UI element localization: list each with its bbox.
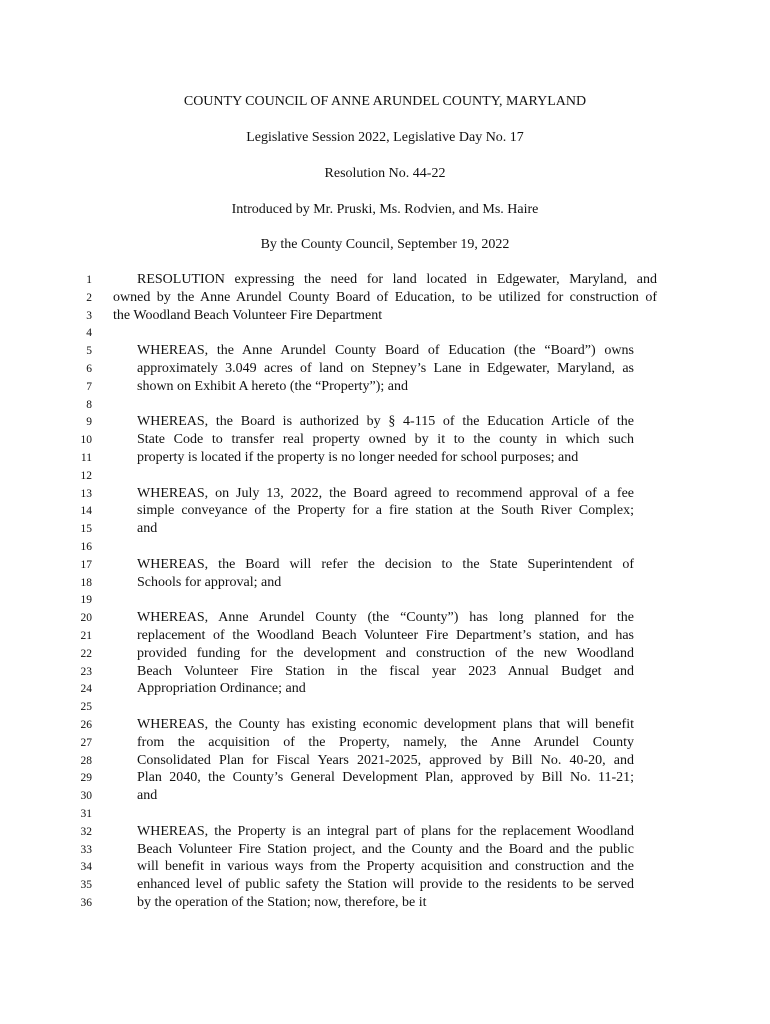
line-text: Beach Volunteer Fire Station in the fiscal year 2023 Annual Budget and	[137, 663, 634, 679]
line-number: 20	[80, 612, 92, 625]
line-text: Beach Volunteer Fire Station project, and the County and the Board and the public	[137, 841, 634, 857]
line-text: State Code to transfer real property owned by it to the county in which such	[137, 432, 634, 448]
line-number: 9	[86, 416, 92, 429]
line-text: replacement of the Woodland Beach Volunteer Fire Department’s station, and has	[137, 627, 634, 643]
text-line	[0, 556, 770, 574]
line-text: by the operation of the Station; now, therefore, be it	[137, 894, 427, 910]
text-line	[0, 680, 770, 698]
line-text: RESOLUTION expressing the need for land located in Edgewater, Maryland, and	[137, 272, 657, 287]
text-line	[0, 841, 770, 859]
line-number: 25	[80, 701, 92, 714]
line-number: 6	[86, 362, 92, 375]
council-title: COUNTY COUNCIL OF ANNE ARUNDEL COUNTY, MARYLAND	[183, 94, 587, 109]
line-number: 29	[80, 772, 92, 785]
line-number: 34	[80, 861, 92, 874]
line-text: WHEREAS, on July 13, 2022, the Board agreed to recommend approval of a fee	[137, 485, 634, 501]
session-line: Legislative Session 2022, Legislative Day No. 17	[246, 130, 524, 145]
line-number: 12	[80, 469, 92, 482]
line-number: 28	[80, 754, 92, 767]
line-text: WHEREAS, the County has existing economic development plans that will benefit	[137, 716, 634, 732]
line-text: and	[137, 521, 158, 537]
line-text: provided funding for the development and construction of the new Woodland	[137, 645, 634, 661]
text-line	[0, 716, 770, 734]
line-text: WHEREAS, Anne Arundel County (the “County”) has long planned for the	[137, 610, 634, 626]
text-line	[0, 271, 770, 289]
line-text: WHEREAS, the Anne Arundel County Board of Education (the “Board”) owns	[137, 343, 634, 359]
line-text: Plan 2040, the County’s General Development Plan, approved by Bill No. 11-21;	[137, 770, 634, 786]
line-number: 17	[80, 558, 92, 571]
line-text: will benefit in various ways from the Property acquisition and construction and the	[137, 859, 634, 875]
text-line	[0, 538, 770, 556]
text-line	[0, 734, 770, 752]
line-text: property is located if the property is no longer needed for school purposes; and	[137, 449, 579, 465]
line-number: 36	[80, 896, 92, 909]
resolution-number: Resolution No. 44-22	[324, 166, 446, 181]
line-number: 31	[80, 807, 92, 820]
line-text: from the acquisition of the Property, namely, the Anne Arundel County	[137, 734, 634, 750]
line-text: shown on Exhibit A hereto (the “Property”); and	[137, 378, 408, 394]
line-number: 32	[80, 825, 92, 838]
line-number: 18	[80, 576, 92, 589]
text-line	[0, 449, 770, 467]
text-line	[0, 396, 770, 414]
line-text: owned by the Anne Arundel County Board of Education, to be utilized for construction of	[113, 289, 657, 305]
line-number: 21	[80, 629, 92, 642]
line-text: WHEREAS, the Board will refer the decision to the State Superintendent of	[137, 556, 634, 572]
line-number: 16	[80, 540, 92, 553]
line-number: 30	[80, 790, 92, 803]
line-number: 4	[86, 327, 92, 340]
text-line	[0, 787, 770, 805]
text-line	[0, 431, 770, 449]
line-text: approximately 3.049 acres of land on Stepney’s Lane in Edgewater, Maryland, as	[137, 360, 634, 376]
text-line	[0, 485, 770, 503]
text-line	[0, 627, 770, 645]
line-number: 35	[80, 879, 92, 892]
text-line	[0, 876, 770, 894]
line-number: 22	[80, 647, 92, 660]
line-number: 8	[86, 398, 92, 411]
line-number: 3	[86, 309, 92, 322]
line-number: 33	[80, 843, 92, 856]
text-line	[0, 324, 770, 342]
line-number: 14	[80, 505, 92, 518]
text-line	[0, 609, 770, 627]
line-number: 24	[80, 683, 92, 696]
line-text: simple conveyance of the Property for a fire station at the South River Complex;	[137, 503, 634, 519]
line-number: 15	[80, 523, 92, 536]
text-line	[0, 894, 770, 912]
line-text: Consolidated Plan for Fiscal Years 2021-2025, approved by Bill No. 40-20, and	[137, 752, 634, 768]
text-line	[0, 858, 770, 876]
text-line	[0, 520, 770, 538]
line-number: 13	[80, 487, 92, 500]
line-number: 5	[86, 345, 92, 358]
text-line	[0, 823, 770, 841]
numbered-text-body	[0, 271, 770, 912]
line-number: 11	[80, 451, 92, 464]
line-text: Schools for approval; and	[137, 574, 282, 590]
line-text: WHEREAS, the Property is an integral part of plans for the replacement Woodland	[137, 823, 634, 839]
text-line	[0, 467, 770, 485]
line-text: the Woodland Beach Volunteer Fire Department	[113, 307, 383, 323]
by-council-date: By the County Council, September 19, 2022	[260, 237, 510, 252]
text-line	[0, 307, 770, 325]
line-text: Appropriation Ordinance; and	[137, 681, 306, 697]
text-line	[0, 752, 770, 770]
text-line	[0, 378, 770, 396]
line-number: 26	[80, 718, 92, 731]
line-text: enhanced level of public safety the Station will provide to the residents to be served	[137, 877, 634, 893]
line-number: 2	[86, 291, 92, 304]
text-line	[0, 663, 770, 681]
text-line	[0, 502, 770, 520]
text-line	[0, 342, 770, 360]
text-line	[0, 769, 770, 787]
line-number: 1	[86, 274, 92, 286]
line-text: and	[137, 788, 158, 804]
line-number: 27	[80, 736, 92, 749]
text-line	[0, 574, 770, 592]
line-number: 7	[86, 380, 92, 393]
text-line	[0, 591, 770, 609]
line-number: 19	[80, 594, 92, 607]
text-line	[0, 805, 770, 823]
text-line	[0, 289, 770, 307]
text-line	[0, 645, 770, 663]
text-line	[0, 360, 770, 378]
introduced-by: Introduced by Mr. Pruski, Ms. Rodvien, and Ms. Haire	[231, 202, 539, 217]
text-line	[0, 413, 770, 431]
line-text: WHEREAS, the Board is authorized by § 4-115 of the Education Article of the	[137, 414, 634, 430]
text-line	[0, 698, 770, 716]
line-number: 23	[80, 665, 92, 678]
line-number: 10	[80, 434, 92, 447]
